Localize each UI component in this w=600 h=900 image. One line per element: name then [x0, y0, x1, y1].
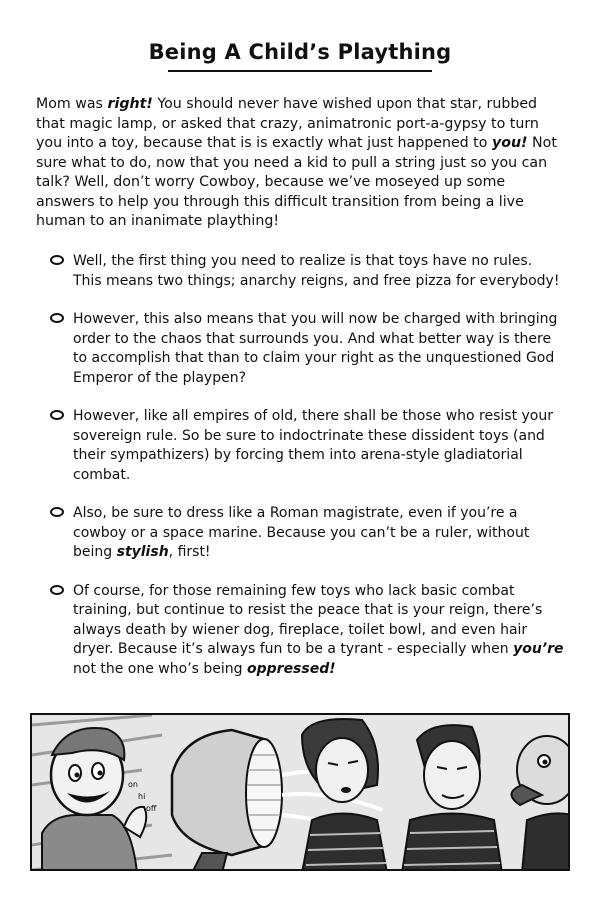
bullet-text: Well, the first thing you need to realize is that toys have no rules. This means two things; anarchy reigns, and free pizza for everybody! — [73, 253, 560, 289]
bullet-text: However, this also means that you will now be charged with bringing order to the chaos that surrounds you. And what better way is there to accomplish that than to claim your right as the unquestioned God Emperor of the playpen? — [73, 311, 558, 386]
bullet-text-part: Of course, for those remaining few toys who lack basic combat training, but continue to resist the peace that is your reign, there’s always death by wiener dog, fireplace, toilet bowl, and even hair dryer. Because it’s always fun to be a tyrant - especially when — [73, 582, 543, 657]
sfx-off: off — [146, 804, 157, 813]
bullet-circle-icon — [50, 255, 64, 265]
sfx-on: on — [128, 780, 138, 789]
intro-text-1: Mom was — [36, 96, 108, 112]
bullet-emphasis-stylish: stylish — [116, 544, 169, 560]
bullet-text: However, like all empires of old, there shall be those who resist your sovereign rule. So be sure to indoctrinate these dissident toys (and their sympathizers) by forcing them into arena-style gladiatorial combat. — [73, 408, 553, 483]
intro-emphasis-you: you! — [491, 135, 528, 151]
title-underline — [168, 70, 432, 72]
bullet-item — [50, 504, 565, 563]
bullet-circle-icon — [50, 313, 64, 323]
sfx-hi: hi — [138, 792, 146, 801]
bullet-text — [73, 582, 565, 680]
bullet-text-part: not the one who’s being — [73, 660, 247, 677]
intro-emphasis-right: right! — [107, 96, 153, 112]
bullet-item — [50, 407, 565, 485]
bullet-circle-icon — [50, 410, 64, 420]
comic-illustration-panel — [30, 713, 570, 871]
intro-text-3: Not sure what to do, now that you need a kid to pull a string just so you can talk? Well, don’t worry Cowboy, because we’ve moseyed up some answers to help you through this difficult transition from being a live human to an inanimate plaything! — [36, 135, 557, 229]
bullet-item — [50, 582, 565, 680]
bullet-item — [50, 310, 565, 388]
bullet-text — [73, 504, 565, 563]
bullet-text-part: Also, be sure to dress like a Roman magistrate, even if you’re a cowboy or a space marine. Because you can’t be a ruler, without being — [73, 505, 530, 560]
intro-text-2: You should never have wished upon that star, rubbed that magic lamp, or asked that crazy, animatronic port-a-gypsy to turn you into a toy, because that is is exactly what just happened to — [36, 96, 539, 151]
intro-paragraph — [36, 95, 564, 232]
bullet-list — [50, 252, 565, 698]
bullet-circle-icon — [50, 507, 64, 517]
bullet-item — [50, 252, 565, 291]
page-title: Being A Child’s Plaything — [148, 40, 452, 64]
bullet-emphasis-youre: you’re — [513, 641, 564, 657]
bullet-text-part: , first! — [168, 544, 211, 560]
bullet-emphasis-oppressed: oppressed! — [247, 660, 336, 677]
comic-illustration — [32, 715, 570, 871]
bullet-circle-icon — [50, 585, 64, 595]
